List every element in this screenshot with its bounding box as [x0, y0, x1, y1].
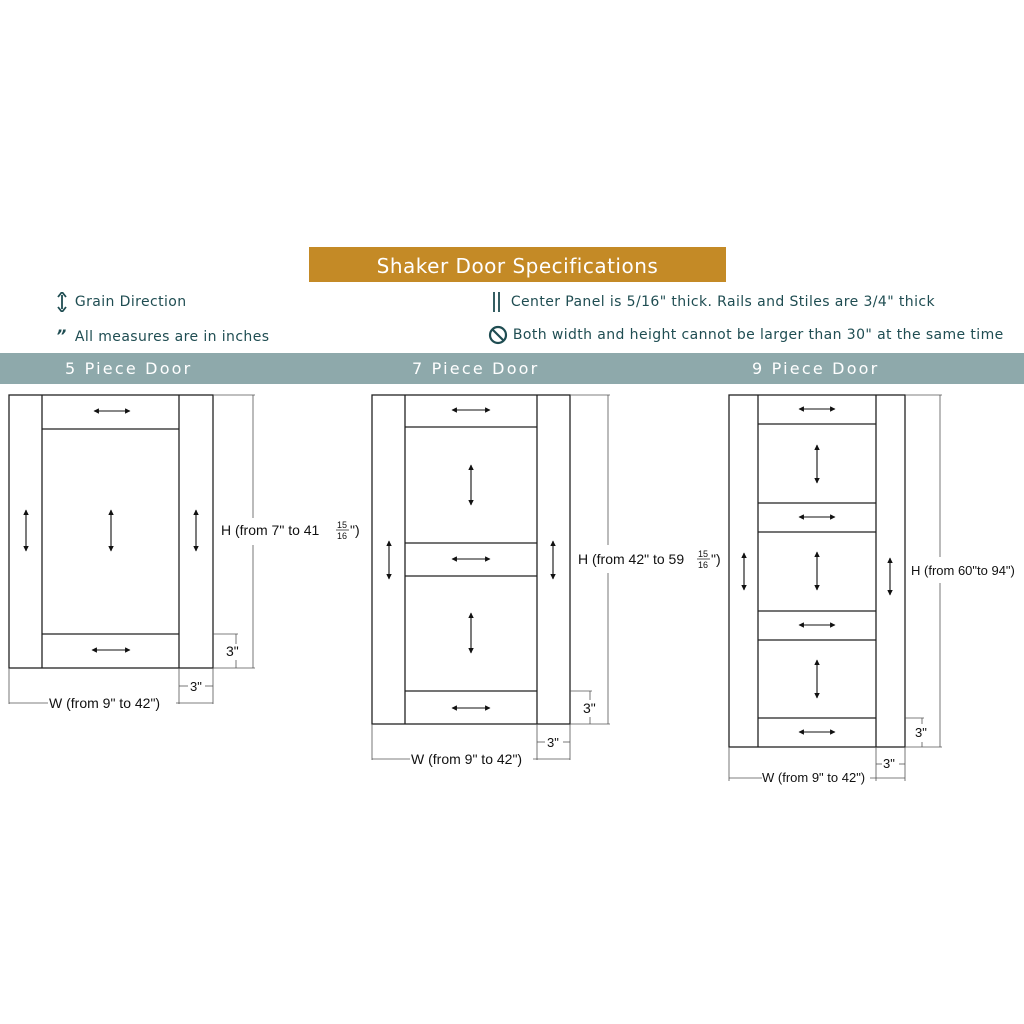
door-9-stile-label: 3" [883, 756, 895, 771]
page-title: Shaker Door Specifications [309, 247, 726, 282]
door-7-rail-label: 3" [583, 700, 596, 716]
door-5-width-label: W (from 9" to 42") [49, 695, 161, 711]
door-label-7-piece: 7 Piece Door [412, 359, 540, 378]
legend-constraint-text: Both width and height cannot be larger than 30" at the same time [512, 327, 1004, 343]
door-9-rail-label: 3" [915, 725, 927, 740]
door-7-height-frac-den: 16 [698, 560, 709, 570]
door-7-width-label: W (from 9" to 42") [411, 751, 523, 767]
door-5-rail-label: 3" [226, 643, 239, 659]
door-7-grain-arrows [389, 410, 553, 708]
door-9-height-label: H (from 60"to 94") [911, 563, 1015, 578]
door-7-height-frac-num: 15 [698, 549, 709, 559]
door-9-width-label: W (from 9" to 42") [762, 770, 866, 785]
door-label-9-piece: 9 Piece Door [752, 359, 880, 378]
door-9-grain-arrows [744, 409, 890, 732]
door-7-height-frac-close: ") [711, 551, 721, 567]
door-5-height-label: H (from 7" to 41 [221, 522, 320, 538]
door-label-5-piece: 5 Piece Door [65, 359, 193, 378]
door-5-height-frac-close: ") [350, 522, 360, 538]
inch-mark-icon: ” [56, 326, 67, 345]
door-7-stile-label: 3" [547, 735, 559, 750]
door-9-dimensions [729, 395, 942, 781]
door-5-height-frac-num: 15 [337, 520, 348, 530]
legend-thickness-text: Center Panel is 5/16" thick. Rails and Stiles are 3/4" thick [510, 294, 935, 310]
door-5-height-frac-den: 16 [337, 531, 348, 541]
legend-grain-text: Grain Direction [74, 294, 187, 310]
legend-measures-text: All measures are in inches [74, 329, 270, 345]
door-5-stile-label: 3" [190, 679, 202, 694]
door-7-height-label: H (from 42" to 59 [578, 551, 685, 567]
door-5-dimensions [9, 395, 255, 704]
door-5-grain-arrows [26, 411, 196, 650]
door-7-dimensions [372, 395, 610, 760]
